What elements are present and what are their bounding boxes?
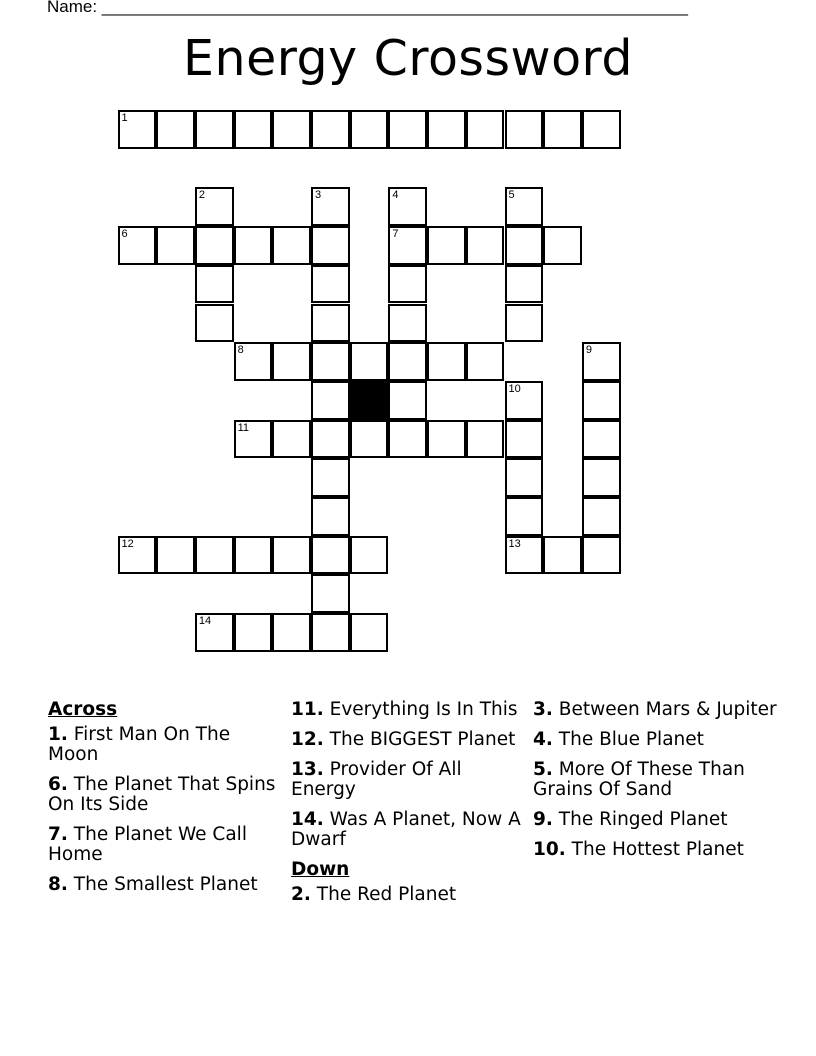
clue-number: 12. xyxy=(291,729,324,750)
clue-text: The Planet That Spins On Its Side xyxy=(48,774,276,815)
cell-number: 7 xyxy=(392,228,399,241)
cell-number: 11 xyxy=(237,421,250,434)
answer-cell[interactable] xyxy=(311,110,350,149)
answer-cell[interactable] xyxy=(311,226,350,265)
clue-number: 6. xyxy=(48,774,68,795)
answer-cell[interactable] xyxy=(234,613,273,652)
clue-number: 1. xyxy=(48,724,68,745)
answer-cell[interactable] xyxy=(505,420,544,459)
answer-cell[interactable] xyxy=(195,110,234,149)
answer-cell[interactable] xyxy=(466,110,505,149)
answer-cell[interactable] xyxy=(505,381,544,420)
cell-number: 12 xyxy=(121,537,134,550)
clue-text: The BIGGEST Planet xyxy=(323,729,516,750)
answer-cell[interactable] xyxy=(505,497,544,536)
answer-cell[interactable] xyxy=(543,226,582,265)
answer-cell[interactable] xyxy=(582,458,621,497)
cell-number: 14 xyxy=(198,615,212,628)
answer-cell[interactable] xyxy=(582,497,621,536)
clues-column-3 xyxy=(533,700,783,870)
cell-number: 5 xyxy=(508,189,515,202)
answer-cell[interactable] xyxy=(311,381,350,420)
answer-cell[interactable] xyxy=(388,226,427,265)
answer-cell[interactable] xyxy=(272,420,311,459)
answer-cell[interactable] xyxy=(427,342,466,381)
answer-cell[interactable] xyxy=(311,458,350,497)
answer-cell[interactable] xyxy=(350,536,389,575)
answer-cell[interactable] xyxy=(543,536,582,575)
answer-cell[interactable] xyxy=(156,110,195,149)
block-cell xyxy=(350,381,389,420)
clue-number: 9. xyxy=(533,809,553,830)
answer-cell[interactable] xyxy=(388,265,427,304)
answer-cell[interactable] xyxy=(272,110,311,149)
clue-text: The Red Planet xyxy=(310,884,457,905)
cell-number: 8 xyxy=(237,344,244,357)
answer-cell[interactable] xyxy=(505,226,544,265)
page-title: Energy Crossword xyxy=(183,30,633,87)
down-heading: Down xyxy=(291,859,350,880)
clue-text: The Ringed Planet xyxy=(552,809,728,830)
clue-text: Provider Of All Energy xyxy=(291,759,462,800)
clue-number: 7. xyxy=(48,824,68,845)
answer-cell[interactable] xyxy=(505,458,544,497)
answer-cell[interactable] xyxy=(466,420,505,459)
answer-cell[interactable] xyxy=(350,420,389,459)
clue-number: 3. xyxy=(533,699,553,720)
answer-cell[interactable] xyxy=(582,536,621,575)
answer-cell[interactable] xyxy=(195,226,234,265)
clue-number: 14. xyxy=(291,809,324,830)
answer-cell[interactable] xyxy=(195,187,234,226)
cell-number: 4 xyxy=(392,189,399,202)
clues-column-2 xyxy=(291,700,521,915)
answer-cell[interactable] xyxy=(234,536,273,575)
clue-text: The Planet We Call Home xyxy=(48,824,247,865)
clue-text: The Smallest Planet xyxy=(67,874,258,895)
answer-cell[interactable] xyxy=(388,381,427,420)
answer-cell[interactable] xyxy=(234,110,273,149)
answer-cell[interactable] xyxy=(195,536,234,575)
answer-cell[interactable] xyxy=(118,536,157,575)
cell-number: 1 xyxy=(121,112,128,124)
answer-cell[interactable] xyxy=(427,420,466,459)
answer-cell[interactable] xyxy=(311,536,350,575)
clue-down-4 xyxy=(533,730,783,750)
answer-cell[interactable] xyxy=(118,226,157,265)
answer-cell[interactable] xyxy=(311,574,350,613)
answer-cell[interactable] xyxy=(505,304,544,343)
answer-cell[interactable] xyxy=(466,226,505,265)
clue-down-5 xyxy=(533,760,783,800)
clue-text: The Blue Planet xyxy=(552,729,704,750)
answer-cell[interactable] xyxy=(311,187,350,226)
clue-number: 10. xyxy=(533,839,566,860)
answer-cell[interactable] xyxy=(272,613,311,652)
answer-cell[interactable] xyxy=(388,187,427,226)
cell-number: 9 xyxy=(585,344,593,357)
answer-cell[interactable] xyxy=(272,342,311,381)
clue-down-9 xyxy=(533,810,783,830)
clue-number: 4. xyxy=(533,729,553,750)
name-line[interactable]: Name: ______________________________________________________________ xyxy=(47,0,688,16)
answer-cell[interactable] xyxy=(156,536,195,575)
cell-number: 6 xyxy=(121,228,128,241)
answer-cell[interactable] xyxy=(234,420,273,459)
clue-number: 5. xyxy=(533,759,553,780)
across-heading: Across xyxy=(48,699,118,720)
clue-number: 8. xyxy=(48,874,68,895)
answer-cell[interactable] xyxy=(311,342,350,381)
clue-text: Between Mars & Jupiter xyxy=(552,699,777,720)
clue-across-11 xyxy=(291,700,521,720)
answer-cell[interactable] xyxy=(427,226,466,265)
answer-cell[interactable] xyxy=(388,110,427,149)
answer-cell[interactable] xyxy=(311,497,350,536)
clue-number: 13. xyxy=(291,759,324,780)
answer-cell[interactable] xyxy=(350,110,389,149)
answer-cell[interactable] xyxy=(543,110,582,149)
answer-cell[interactable] xyxy=(582,342,621,381)
answer-cell[interactable] xyxy=(582,110,621,149)
answer-cell[interactable] xyxy=(350,613,389,652)
clue-text: More Of These Than Grains Of Sand xyxy=(533,759,745,800)
cell-number: 10 xyxy=(508,382,521,395)
answer-cell[interactable] xyxy=(388,342,427,381)
answer-cell[interactable] xyxy=(388,304,427,343)
clue-across-14 xyxy=(291,810,521,850)
answer-cell[interactable] xyxy=(350,342,389,381)
answer-cell[interactable] xyxy=(272,536,311,575)
answer-cell[interactable] xyxy=(505,265,544,304)
clue-across-7 xyxy=(48,825,278,865)
answer-cell[interactable] xyxy=(272,226,311,265)
answer-cell[interactable] xyxy=(427,110,466,149)
clues-column-1 xyxy=(48,700,278,905)
clue-across-6 xyxy=(48,775,278,815)
answer-cell[interactable] xyxy=(466,342,505,381)
clue-text: Was A Planet, Now A Dwarf xyxy=(291,809,521,850)
clue-text: The Hottest Planet xyxy=(565,839,744,860)
answer-cell[interactable] xyxy=(505,187,544,226)
answer-cell[interactable] xyxy=(505,536,544,575)
cell-number: 13 xyxy=(508,537,521,550)
answer-cell[interactable] xyxy=(582,420,621,459)
clue-text: First Man On The Moon xyxy=(48,724,231,765)
clue-down-2 xyxy=(291,885,521,905)
answer-cell[interactable] xyxy=(582,381,621,420)
cell-number: 3 xyxy=(315,189,322,202)
clue-across-8 xyxy=(48,875,278,895)
answer-cell[interactable] xyxy=(234,342,273,381)
answer-cell[interactable] xyxy=(195,265,234,304)
cell-number: 2 xyxy=(198,189,206,202)
clue-across-12 xyxy=(291,730,521,750)
clue-number: 2. xyxy=(291,884,311,905)
clue-across-13 xyxy=(291,760,521,800)
answer-cell[interactable] xyxy=(195,613,234,652)
answer-cell[interactable] xyxy=(195,304,234,343)
clue-text: Everything Is In This xyxy=(323,699,518,720)
clue-across-1 xyxy=(48,725,278,765)
clue-number: 11. xyxy=(291,699,324,720)
clue-down-3 xyxy=(533,700,783,720)
answer-cell[interactable] xyxy=(311,304,350,343)
answer-cell[interactable] xyxy=(311,420,350,459)
answer-cell[interactable] xyxy=(388,420,427,459)
answer-cell[interactable] xyxy=(311,265,350,304)
answer-cell[interactable] xyxy=(505,110,544,149)
answer-cell[interactable] xyxy=(234,226,273,265)
answer-cell[interactable] xyxy=(118,110,157,149)
clue-down-10 xyxy=(533,840,783,860)
answer-cell[interactable] xyxy=(311,613,350,652)
answer-cell[interactable] xyxy=(156,226,195,265)
